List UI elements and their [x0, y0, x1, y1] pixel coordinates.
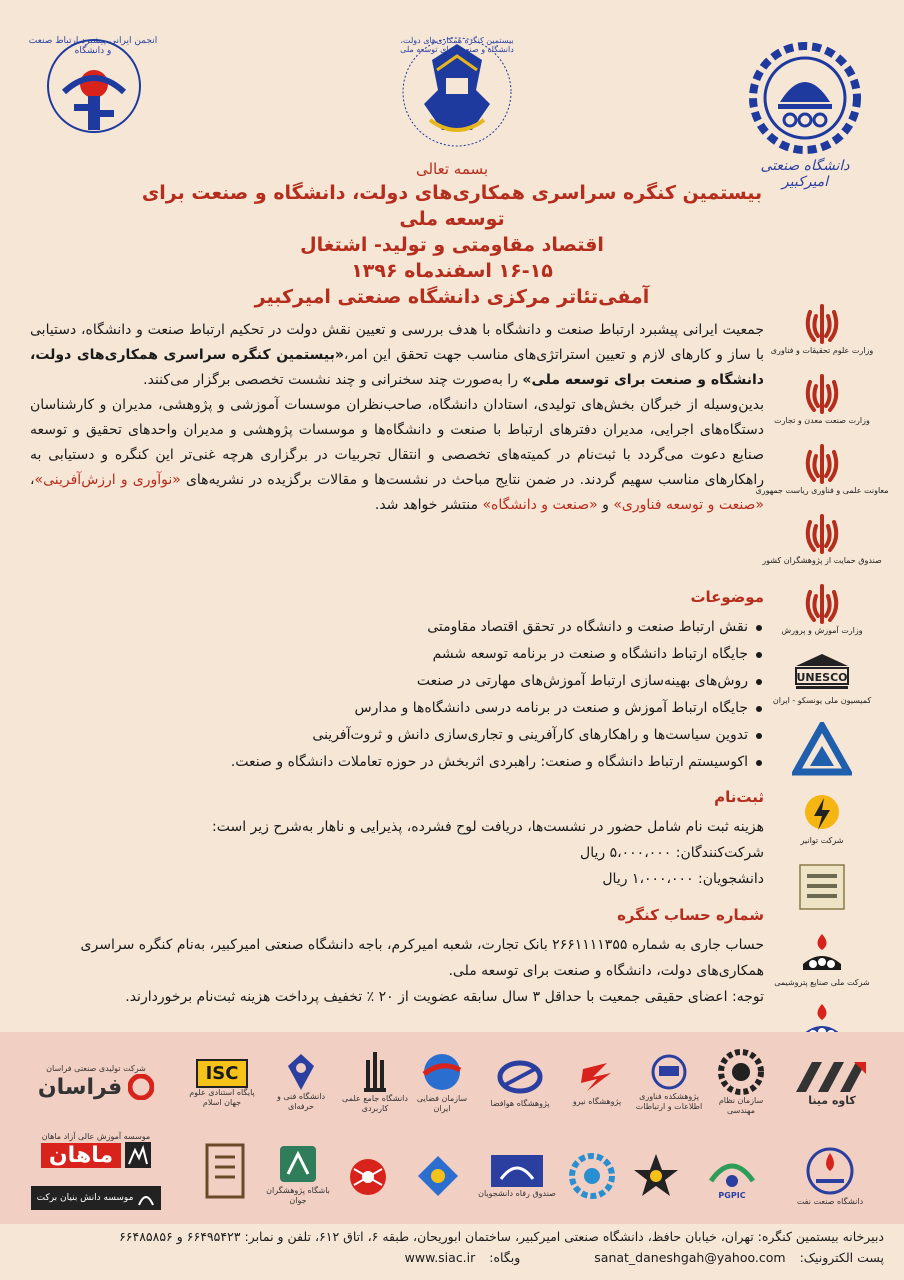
- sponsor-label: پژوهشگاه نیرو: [572, 1097, 622, 1106]
- islamic-iranian-model-icon: [797, 862, 847, 912]
- email-link[interactable]: sanat_daneshgah@yahoo.com: [594, 1250, 786, 1265]
- satellite-org-logo: [406, 1140, 470, 1212]
- sponsor-label: دانشگاه صنعت نفت: [796, 1197, 864, 1206]
- registration-heading: ثبت‌نام: [714, 788, 764, 806]
- topic-item: تدوین سیاست‌ها و راهکارهای کارآفرینی و تجاری‌سازی دانش و ثروت‌آفرینی: [124, 722, 764, 749]
- niroo-research-icon: [577, 1057, 617, 1097]
- farasan-wordmark: فراسان: [37, 1074, 123, 1100]
- tavanir-logo: [772, 792, 872, 862]
- triangle-organization-logo: [772, 722, 872, 792]
- iran-emblem-icon: [802, 372, 842, 416]
- triangle-logo-icon: [792, 722, 852, 778]
- congress-title: بیستمین کنگره سراسری همکاری‌های دولت، دانشگاه و صنعت برای توسعه ملی: [141, 182, 763, 230]
- sponsor-label: پژوهشگاه هوافضا: [490, 1099, 550, 1108]
- flower-org-logo: [560, 1140, 624, 1212]
- intro-paragraph-1: [30, 318, 764, 393]
- member-discount-note: توجه: اعضای حقیقی جمعیت با حداقل ۳ سال سابقه عضویت از ۲۰ ٪ تخفیف پرداخت هزینه ثبت‌نام برخوردارند.: [125, 989, 764, 1005]
- sponsor-label: دانشگاه جامع علمی کاربردی: [342, 1094, 408, 1113]
- applied-science-university-icon: [360, 1050, 390, 1094]
- young-researchers-logo: [262, 1136, 334, 1212]
- vice-presidency-science-logo: [755, 442, 889, 512]
- isc-icon: ISC: [196, 1059, 249, 1088]
- participant-fee: شرکت‌کنندگان: ۵،۰۰۰،۰۰۰ ریال: [580, 845, 764, 861]
- ministry-of-industry-logo: [772, 372, 872, 442]
- sponsors-band: [0, 1032, 904, 1224]
- journal-name: «نوآوری و ارزش‌آفرینی»: [34, 472, 181, 488]
- congress-logo: [392, 30, 522, 155]
- sponsor-label: باشگاه پژوهشگران جوان: [266, 1186, 330, 1205]
- intro-p1-end: را به‌صورت چند سخنرانی و چند نشست تخصصی برگزار می‌کنند.: [143, 372, 523, 388]
- footer: [20, 1226, 884, 1268]
- separator: ،: [30, 472, 35, 488]
- topic-item: جایگاه ارتباط دانشگاه و صنعت در برنامه توسعه ششم: [124, 641, 764, 668]
- tech-university-icon: [284, 1052, 318, 1092]
- intro-text: [30, 318, 764, 518]
- molecule-org-logo: [338, 1142, 398, 1212]
- topic-item: نقش ارتباط صنعت و دانشگاه در تحقق اقتصاد مقاومتی: [124, 614, 764, 641]
- intro-p2-text: بدین‌وسیله از خبرگان بخش‌های تولیدی، استادان دانشگاه، صاحب‌نظران موسسات آموزشی و پژوهشی، مدیران و کارشناسان دستگاه‌های اجرایی، مدیران دفترهای ارتباط با صنعت و دانشگاه‌ها و موسسات پژوهشی و مدیران واحدهای تحقیق و توسعه صنایع دعوت می‌گردد با ثبت‌نام در کمیته‌های تخصصی و انتقال تجربیات در برگزاری هرچه غنی‌تر این کنگره و دستیابی به راهکارهای مناسب سهیم گردند. در ضمن نتایج مباحث در نشست‌ها و مقالات برگزیده در نشریه‌های: [30, 397, 764, 488]
- sponsor-label: PGPIC: [718, 1191, 746, 1200]
- sponsor-label: دانشگاه فنی و حرفه‌ای: [276, 1092, 326, 1111]
- sponsor-label: پژوهشکده فناوری اطلاعات و ارتباطات: [635, 1092, 703, 1111]
- congress-name-highlight: «بیستمین کنگره سراسری همکاری‌های دولت، دانشگاه و صنعت برای توسعه ملی»: [30, 347, 764, 388]
- student-fee: دانشجویان: ۱،۰۰۰،۰۰۰ ریال: [602, 871, 764, 887]
- sponsor-label: صندوق رفاه دانشجویان: [478, 1189, 556, 1198]
- mahan-logo: [22, 1124, 170, 1176]
- registration-text: [64, 814, 764, 892]
- farasan-logo: [22, 1046, 170, 1118]
- star-emblem-logo: [626, 1140, 686, 1212]
- account-heading: شماره حساب کنگره: [617, 906, 764, 924]
- unesco-icon: [790, 652, 854, 696]
- side-logo-caption: معاونت علمی و فناوری ریاست جمهوری: [755, 486, 889, 495]
- engineering-org-icon: [717, 1048, 765, 1096]
- petrochemical-icon: [797, 932, 847, 978]
- sponsor-label: موسسه آموزش عالی آزاد ماهان: [41, 1132, 151, 1141]
- association-logo-caption: انجمن ایرانی پیشبرد ارتباط صنعت و دانشگاه: [28, 36, 158, 56]
- congress-theme: اقتصاد مقاومتی و تولید- اشتغال: [300, 234, 604, 256]
- engineering-org-logo: [708, 1046, 774, 1118]
- topic-item: اکوسیستم ارتباط دانشگاه و صنعت: راهبردی اثربخش در حوزه تعاملات دانشگاه و صنعت.: [124, 749, 764, 776]
- sponsor-label: سازمان فضایی ایران: [416, 1094, 468, 1113]
- journal-name: «صنعت و توسعه فناوری»: [613, 497, 764, 513]
- kavehmina-wordmark: کاوه مینا: [808, 1093, 856, 1107]
- barkat-icon: [137, 1189, 155, 1207]
- space-agency-logo: [412, 1046, 472, 1118]
- email-label: پست الکترونیک:: [799, 1250, 884, 1265]
- title-block: [120, 158, 784, 310]
- jihad-icon: [649, 1052, 689, 1092]
- tavanir-icon: [802, 792, 842, 836]
- side-logo-caption: وزارت علوم تحقیقات و فناوری: [770, 346, 874, 355]
- mahan-wordmark: ماهان: [41, 1143, 121, 1168]
- topics-list: [124, 614, 764, 776]
- islamic-iranian-model-logo: [772, 862, 872, 932]
- congress-date: ۱۶-۱۵ اسفندماه ۱۳۹۶: [351, 260, 553, 282]
- topics-heading: موضوعات: [690, 588, 764, 606]
- congress-logo-caption: بیستمین کنگره همکاری‌های دولت، دانشگاه و صنعت برای توسعه ملی: [400, 36, 514, 54]
- space-research-logo: [480, 1046, 560, 1118]
- secretariat-address: دبیرخانه بیستمین کنگره: تهران، خیابان حافظ، دانشگاه صنعتی امیرکبیر، ساختمان ابوریحان، طبقه ۶، اتاق ۶۱۲، تلفن و نمابر: ۶۶۴۹۵۴۲۳ و ۶۶۴۸۵۸۵۶: [119, 1229, 884, 1244]
- iran-emblem-icon: [802, 442, 842, 486]
- ministry-of-science-logo: [772, 302, 872, 372]
- contact-row: [20, 1247, 884, 1268]
- sponsor-label: سازمان نظام مهندسی: [718, 1096, 764, 1115]
- account-text: [40, 932, 764, 1010]
- topic-item: روش‌های بهینه‌سازی ارتباط آموزش‌های مهارتی در صنعت: [124, 668, 764, 695]
- farasan-icon: [128, 1074, 154, 1100]
- intro-paragraph-2: [30, 393, 764, 518]
- kavehmina-icon: [792, 1058, 872, 1094]
- star-emblem-icon: [632, 1152, 680, 1200]
- intro-p1-text: جمعیت ایرانی پیشبرد ارتباط صنعت و دانشگاه با هدف بررسی و تعیین نقش دولت در تحکیم ارتباط صنعت و دانشگاه، دستیابی با ساز و کارهای لازم و تعیین استراتژی‌های مناسب جهت تحقق این امر،: [30, 322, 765, 363]
- space-agency-icon: [420, 1050, 464, 1094]
- account-details: حساب جاری به شماره ۲۶۶۱۱۱۱۳۵۵ بانک تجارت، شعبه امیرکرم، باجه دانشگاه صنعتی امیرکبیر، به‌نام کنگره سراسری همکاری‌های دولت، دانشگاه و صنعت برای توسعه ملی.: [80, 937, 764, 979]
- jihad-research-logo: [634, 1046, 704, 1118]
- mahan-icon: [125, 1142, 151, 1168]
- sponsor-label: پایگاه استنادی علوم جهان اسلام: [189, 1087, 255, 1107]
- congress-venue: آمفی‌تئاتر مرکزی دانشگاه صنعتی امیرکبیر: [254, 286, 650, 308]
- applied-science-university-logo: [340, 1046, 410, 1118]
- petroleum-university-logo: [780, 1140, 880, 1212]
- side-logo-caption: شرکت ملی صنایع پتروشیمی: [774, 978, 870, 987]
- space-research-icon: [495, 1055, 545, 1099]
- side-logo-caption: صندوق حمایت از پژوهشگران کشور: [762, 556, 882, 565]
- iran-emblem-icon: [802, 512, 842, 556]
- book-icon: [201, 1139, 249, 1203]
- niroo-research-logo: [562, 1046, 632, 1118]
- satellite-icon: [414, 1152, 462, 1200]
- side-logo-caption: کمیسیون ملی یونسکو - ایران: [772, 696, 872, 705]
- tech-university-logo: [266, 1046, 336, 1118]
- flower-icon: [568, 1152, 616, 1200]
- petrochemical-logo: [772, 932, 872, 1002]
- side-logo-caption: وزارت صنعت معدن و تجارت: [774, 416, 870, 425]
- website-label: وبگاه:: [489, 1250, 521, 1265]
- barkat-logo: [22, 1180, 170, 1216]
- gear-icon: [740, 40, 870, 158]
- association-logo: [28, 34, 158, 144]
- conjunction: و: [597, 497, 614, 513]
- welfare-fund-icon: [489, 1153, 545, 1189]
- website-link[interactable]: www.siac.ir: [404, 1250, 476, 1265]
- researchers-fund-logo: [762, 512, 882, 582]
- unesco-logo: [772, 652, 872, 722]
- kavehmina-logo: [778, 1046, 886, 1118]
- petroleum-university-icon: [804, 1145, 856, 1197]
- pgpic-logo: [690, 1140, 774, 1212]
- isc-logo: [184, 1050, 260, 1116]
- molecule-icon: [346, 1155, 390, 1199]
- side-logo-caption: شرکت توانیر: [800, 836, 844, 845]
- welfare-fund-logo: [478, 1140, 556, 1212]
- ministry-of-education-logo: [772, 582, 872, 652]
- iran-emblem-icon: [802, 302, 842, 346]
- side-logo-caption: وزارت آموزش و پرورش: [781, 626, 863, 635]
- intro-p2-end: منتشر خواهد شد.: [374, 497, 483, 513]
- young-researchers-icon: [276, 1142, 320, 1186]
- book-publisher-logo: [190, 1128, 260, 1214]
- basmala: بسمه تعالی: [415, 160, 489, 178]
- pgpic-icon: [705, 1151, 759, 1191]
- journal-name: «صنعت و دانشگاه»: [482, 497, 598, 513]
- sponsor-label: شرکت تولیدی صنعتی فراسان: [46, 1064, 146, 1073]
- iran-emblem-icon: [802, 582, 842, 626]
- registration-description: هزینه ثبت نام شامل حضور در نشست‌ها، دریافت لوح فشرده، پذیرایی و ناهار به‌شرح زیر است:: [212, 819, 764, 835]
- supporter-logo-column: [755, 302, 889, 1072]
- topic-item: جایگاه ارتباط آموزش و صنعت در برنامه درسی دانشگاه‌ها و مدارس: [124, 695, 764, 722]
- amirkabir-logo-caption: دانشگاه صنعتی امیرکبیر: [760, 158, 850, 190]
- svg-text:UNESCO: UNESCO: [796, 671, 848, 684]
- sponsor-label: موسسه دانش بنیان برکت: [36, 1193, 134, 1203]
